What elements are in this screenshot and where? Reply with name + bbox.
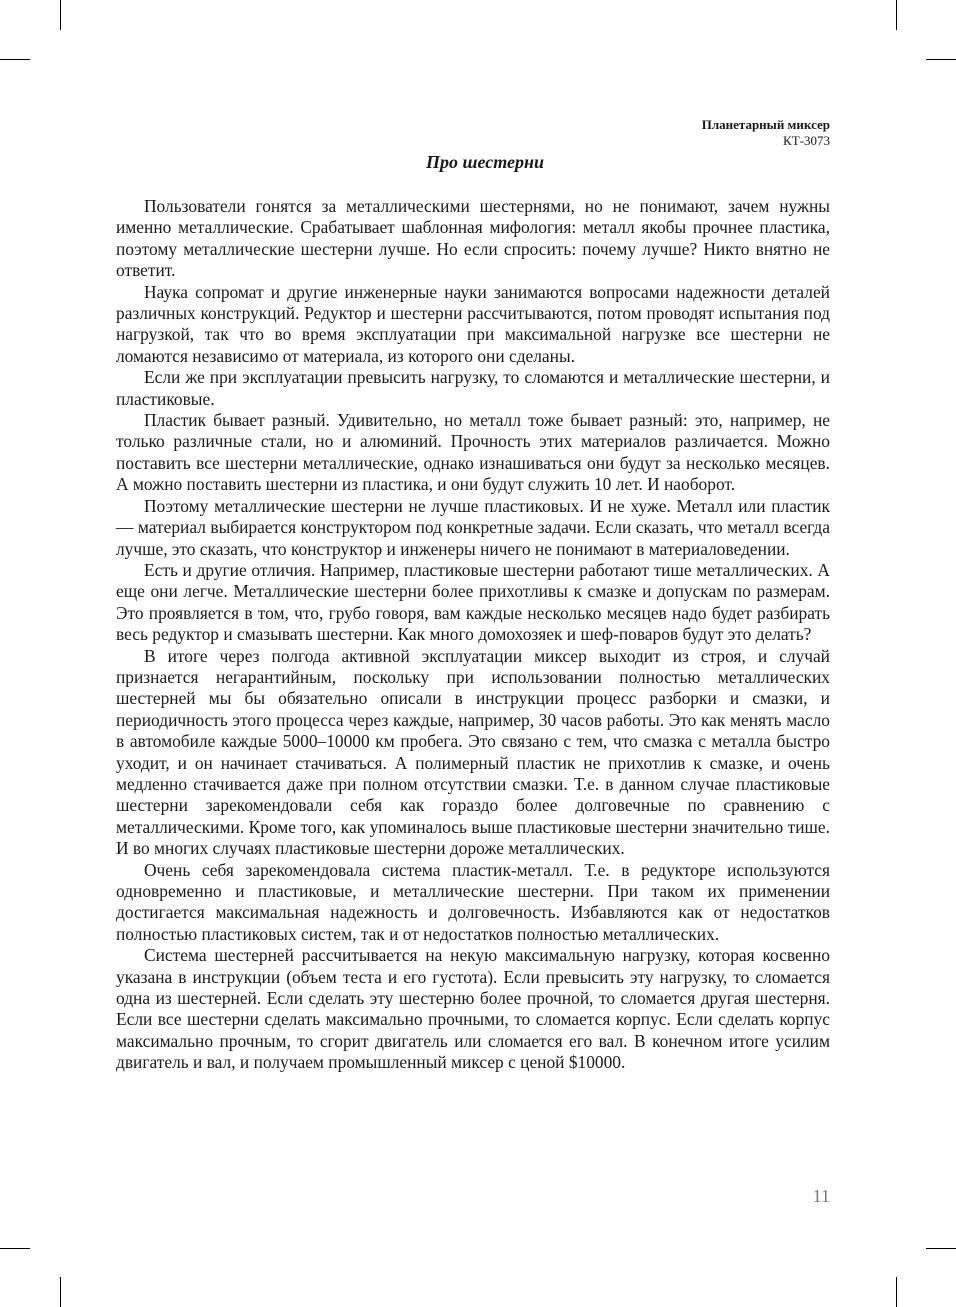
- product-name: Планетарный миксер: [701, 117, 830, 132]
- crop-mark-bottom-left-vertical: [60, 1277, 61, 1307]
- paragraph: Поэтому металлические шестерни не лучше пластиковых. И не хуже. Металл или пластик — материал выбирается конструктором под конкретные задачи. Если сказать, что металл всегда лучше, это сказать, что конструктор и инженеры ничего не понимают в материаловедении.: [116, 495, 830, 559]
- page-number: 11: [812, 1186, 830, 1206]
- paragraph: Система шестерней рассчитывается на некую максимальную нагрузку, которая косвенно указана в инструкции (объем теста и его густота). Если превысить эту нагрузку, то сломается одна из шестерней. Если сделать эту шестерню более прочной, то сломается другая шестерня. Если все шестерни сделать максимально прочными, то сломается корпус. Если сделать корпус максимально прочным, то сгорит двигатель или сломается его вал. В конечном итоге усилим двигатель и вал, и получаем промышленный миксер с ценой $10000.: [116, 945, 830, 1073]
- paragraph: Пластик бывает разный. Удивительно, но металл тоже бывает разный: это, например, не только различные стали, но и алюминий. Прочность этих материалов различается. Можно поставить все шестерни металлические, однако изнашиваться они будут за несколько месяцев. А можно поставить шестерни из пластика, и они будут служить 10 лет. И наоборот.: [116, 410, 830, 495]
- body-text: [116, 196, 830, 1074]
- crop-mark-top-right-horizontal: [926, 59, 956, 60]
- model-number: КТ-3073: [783, 133, 830, 148]
- crop-mark-top-left-vertical: [60, 0, 61, 30]
- crop-mark-bottom-left-horizontal: [0, 1248, 30, 1249]
- running-header: [702, 117, 830, 149]
- paragraph: В итоге через полгода активной эксплуатации миксер выходит из строя, и случай признается негарантийным, поскольку при использовании полностью металлических шестерней мы бы обязательно описали в инструкции процесс разборки и смазки, и периодичность этого процесса через каждые, например, 30 часов работы. Это как менять масло в автомобиле каждые 5000–10000 км пробега. Это связано с тем, что смазка с металла быстро уходит, и он начинает стачиваться. А полимерный пластик не прихотлив к смазке, и очень медленно стачивается даже при полном отсутствии смазки. Т.е. в данном случае пластиковые шестерни зарекомендовали себя как гораздо более долговечные по сравнению с металлическими. Кроме того, как упоминалось выше пластиковые шестерни значительно тише. И во многих случаях пластиковые шестерни дороже металлических.: [116, 645, 830, 859]
- paragraph: Наука сопромат и другие инженерные науки занимаются вопросами надежности деталей различных конструкций. Редуктор и шестерни рассчитываются, потом проводят испытания под нагрузкой, так что во время эксплуатации при максимальной нагрузке все шестерни не ломаются независимо от материала, из которого они сделаны.: [116, 281, 830, 366]
- paragraph: Очень себя зарекомендовала система пластик-металл. Т.е. в редукторе используются одновременно и пластиковые, и металлические шестерни. При таком их применении достигается максимальная надежность и долговечность. Избавляются как от недостатков полностью пластиковых систем, так и от недостатков полностью металлических.: [116, 859, 830, 944]
- paragraph: Есть и другие отличия. Например, пластиковые шестерни работают тише металлических. А еще они легче. Металлические шестерни более прихотливы к смазке и допускам по размерам. Это проявляется в том, что, грубо говоря, вам каждые несколько месяцев надо будет разбирать весь редуктор и смазывать шестерни. Как много домохозяек и шеф-поваров будут это делать?: [116, 559, 830, 645]
- crop-mark-bottom-right-horizontal: [926, 1248, 956, 1249]
- paragraph: Если же при эксплуатации превысить нагрузку, то сломаются и металлические шестерни, и пластиковые.: [116, 367, 830, 409]
- crop-mark-top-left-horizontal: [0, 59, 30, 60]
- crop-mark-bottom-right-vertical: [896, 1277, 897, 1307]
- crop-mark-top-right-vertical: [896, 0, 897, 30]
- section-title: Про шестерни: [426, 152, 544, 172]
- paragraph: Пользователи гонятся за металлическими шестернями, но не понимают, зачем нужны именно металлические. Срабатывает шаблонная мифология: металл якобы прочнее пластика, поэтому металлические шестерни лучше. Но если спросить: почему лучше? Никто внятно не ответит.: [116, 196, 830, 281]
